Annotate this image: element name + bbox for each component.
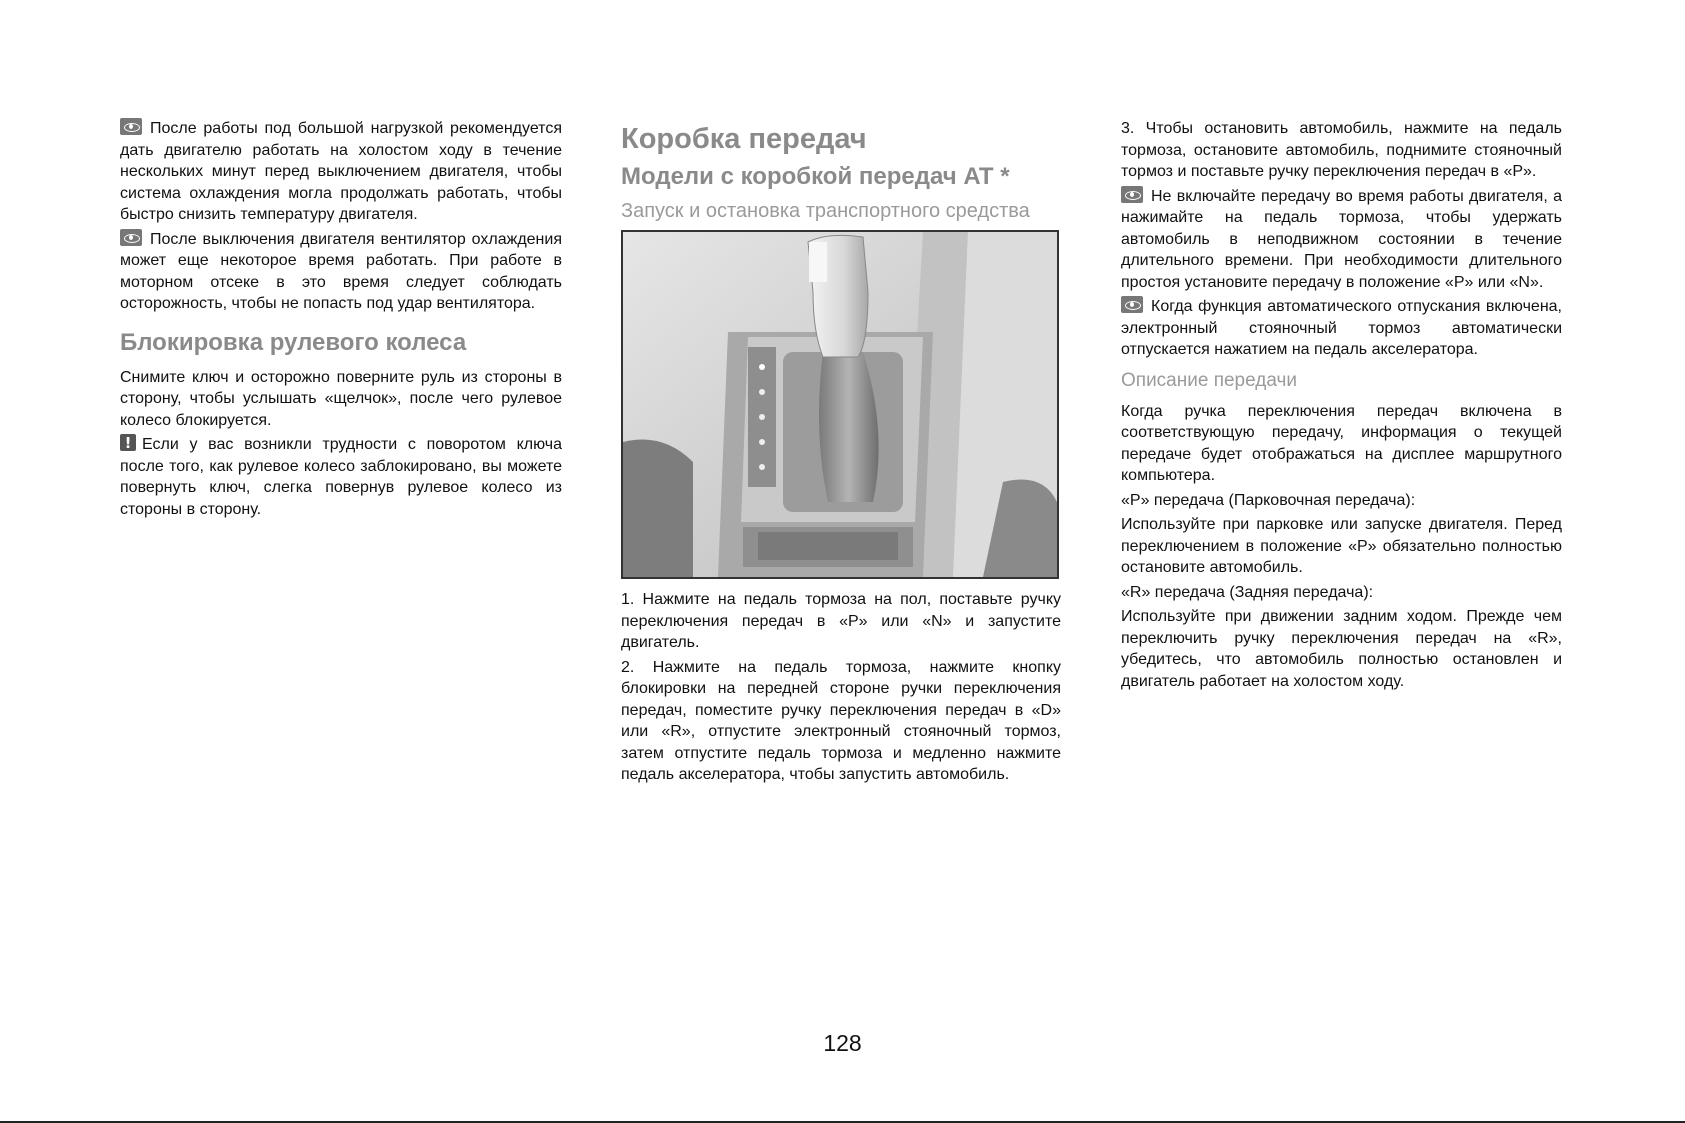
note-text: Не включайте передачу во время работы двигателя, а нажимайте на педаль тормоза, чтобы удержать автомобиль в неподвижном состоянии в течение длительного времени. При необходимости длительного простоя установите передачу в положение «P» или «N». [1121, 187, 1562, 291]
section-heading: Блокировка рулевого колеса [120, 328, 467, 356]
p-gear-text: Используйте при парковке или запуске двигателя. Перед переключением в положение «P» обязательно полностью остановите автомобиль. [1121, 516, 1562, 576]
p-gear-label: «P» передача (Парковочная передача): [1121, 491, 1416, 509]
step-1: 1. Нажмите на педаль тормоза на пол, поставьте ручку переключения передач в «P» или «N» и запустите двигатель. [621, 591, 1061, 651]
r-gear-label: «R» передача (Задняя передача): [1121, 583, 1374, 601]
warning-text: Если у вас возникли трудности с поворотом ключа после того, как рулевое колесо заблокировано, вы можете повернуть ключ, слегка повернув рулевое колесо из стороны в сторону. [120, 436, 562, 518]
left-column [120, 118, 562, 523]
eye-icon [1121, 296, 1143, 313]
eye-icon [1121, 186, 1143, 203]
eye-icon [120, 229, 142, 246]
body-paragraph: Снимите ключ и осторожно поверните руль из стороны в сторону, чтобы услышать «щелчок», после чего рулевое колесо блокируется. [120, 368, 562, 429]
warning-paragraph [120, 434, 562, 520]
step-2: 2. Нажмите на педаль тормоза, нажмите кнопку блокировки на передней стороне ручки переключения передач, поместите ручку переключения передач в «D» или «R», отпустите электронный стояночный тормоз, затем отпустите педаль тормоза и медленно нажмите педаль акселератора, чтобы запустить автомобиль. [621, 658, 1061, 783]
note-paragraph [1121, 296, 1562, 361]
note-paragraph [120, 118, 562, 226]
section-title: Модели с коробкой передач AT * [621, 163, 1010, 190]
chapter-title: Коробка передач [621, 123, 867, 155]
note-text: После выключения двигателя вентилятор охлаждения может еще некоторое время работать. При работе в моторном отсеке в это время следует соблюдать осторожность, чтобы не попасть под удар вентилятора. [120, 230, 562, 312]
gear-shifter-illustration [623, 232, 1057, 577]
subsection-title: Запуск и остановка транспортного средства [621, 200, 1030, 222]
note-text: Когда функция автоматического отпускания включена, электронный стояночный тормоз автоматически отпускается нажатием на педаль акселератора. [1121, 298, 1562, 358]
middle-column [621, 118, 1061, 789]
note-text: После работы под большой нагрузкой рекомендуется дать двигателю работать на холостом ходу в течение нескольких минут перед выключением двигателя, чтобы система охлаждения могла продолжать работать, чтобы быстро снизить температуру двигателя. [120, 120, 562, 223]
gear-description-heading: Описание передачи [1121, 369, 1298, 391]
page-number: 128 [823, 1030, 862, 1056]
eye-icon [120, 118, 142, 135]
right-column [1121, 118, 1562, 695]
gear-shifter-photo [621, 230, 1059, 579]
warning-icon [120, 434, 136, 451]
note-paragraph [120, 229, 562, 315]
r-gear-text: Используйте при движении задним ходом. Прежде чем переключить ручку переключения передач на «R», убедитесь, что автомобиль полностью остановлен и двигатель работает на холостом ходу. [1121, 608, 1562, 690]
step-3: 3. Чтобы остановить автомобиль, нажмите на педаль тормоза, остановите автомобиль, поднимите стояночный тормоз и поставьте ручку переключения передач в «P». [1121, 120, 1562, 180]
note-paragraph [1121, 186, 1562, 294]
body-paragraph: Когда ручка переключения передач включена в соответствующую передачу, информация о текущей передаче будет отображаться на дисплее маршрутного компьютера. [1121, 402, 1562, 484]
